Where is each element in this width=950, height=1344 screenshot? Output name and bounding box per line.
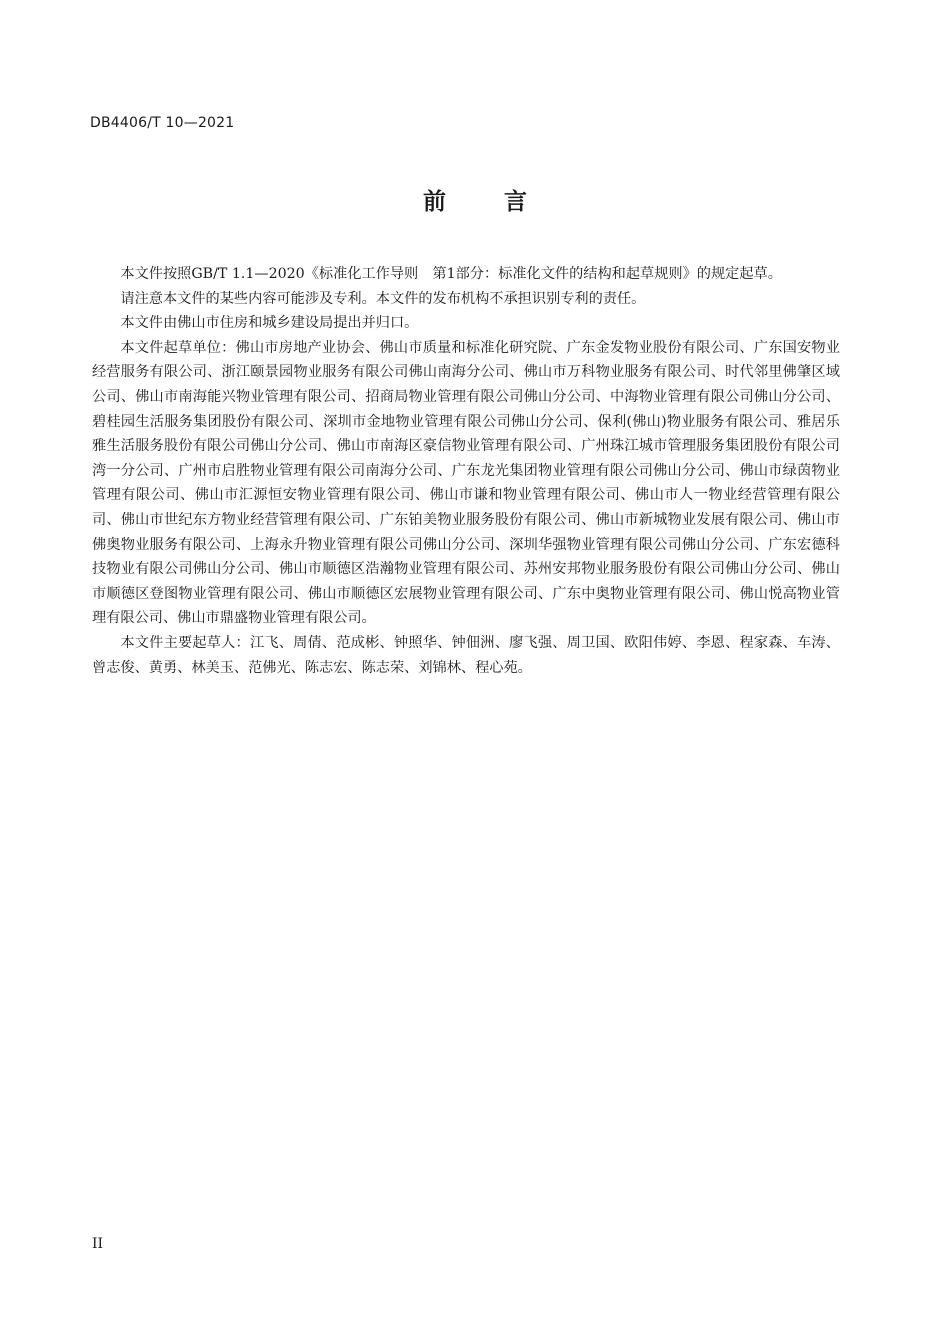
title-char-1: 前: [423, 189, 446, 215]
paragraph-drafters: 本文件主要起草人：江飞、周倩、范成彬、钟照华、钟佃洲、廖飞强、周卫国、欧阳伟婷、李恩、程家森、车涛、曾志俊、黄勇、林美玉、范佛光、陈志宏、陈志荣、刘锦林、程心苑。: [92, 634, 840, 676]
title-char-2: 言: [504, 189, 527, 215]
page-title: [0, 183, 950, 216]
paragraph-patent-notice: 请注意本文件的某些内容可能涉及专利。本文件的发布机构不承担识别专利的责任。: [120, 290, 646, 307]
page-number: II: [92, 1236, 104, 1252]
paragraph-drafting-units: 本文件起草单位：佛山市房地产业协会、佛山市质量和标准化研究院、广东金发物业股份有限公司、广东国安物业经营服务有限公司、浙江颐景园物业服务有限公司佛山南海分公司、佛山市万科物业服务有限公司、时代邻里佛肇区域公司、佛山市南海能兴物业管理有限公司、招商局物业管理有限公司佛山分公司、中海物业管理有限公司佛山分公司、碧桂园生活服务集团股份有限公司、深圳市金地物业管理有限公司佛山分公司、保利(佛山)物业服务有限公司、雅居乐雅生活服务股份有限公司佛山分公司、佛山市南海区豪信物业管理有限公司、广州珠江城市管理服务集团股份有限公司湾一分公司、广州市启胜物业管理有限公司南海分公司、广东龙光集团物业管理有限公司佛山分公司、佛山市绿茵物业管理有限公司、佛山市汇源恒安物业管理有限公司、佛山市谦和物业管理有限公司、佛山市人一物业经营管理有限公司、佛山市世纪东方物业经营管理有限公司、广东铂美物业服务股份有限公司、佛山市新城物业发展有限公司、佛山市佛奥物业服务有限公司、上海永升物业管理有限公司佛山分公司、深圳华强物业管理有限公司佛山分公司、广东宏德科技物业有限公司佛山分公司、佛山市顺德区浩瀚物业管理有限公司、苏州安邦物业服务股份有限公司佛山分公司、佛山市顺德区登图物业管理有限公司、佛山市顺德区宏展物业管理有限公司、广东中奥物业管理有限公司、佛山悦高物业管理有限公司、佛山市鼎盛物业管理有限公司。: [92, 339, 840, 627]
document-code: DB4406/T 10—2021: [90, 115, 235, 131]
paragraph-proposer: 本文件由佛山市住房和城乡建设局提出并归口。: [120, 315, 419, 332]
foreword-body: [92, 262, 840, 680]
paragraph-drafting-rules: 本文件按照GB/T 1.1—2020《标准化工作导则 第1部分：标准化文件的结构和起草规则》的规定起草。: [120, 266, 782, 282]
